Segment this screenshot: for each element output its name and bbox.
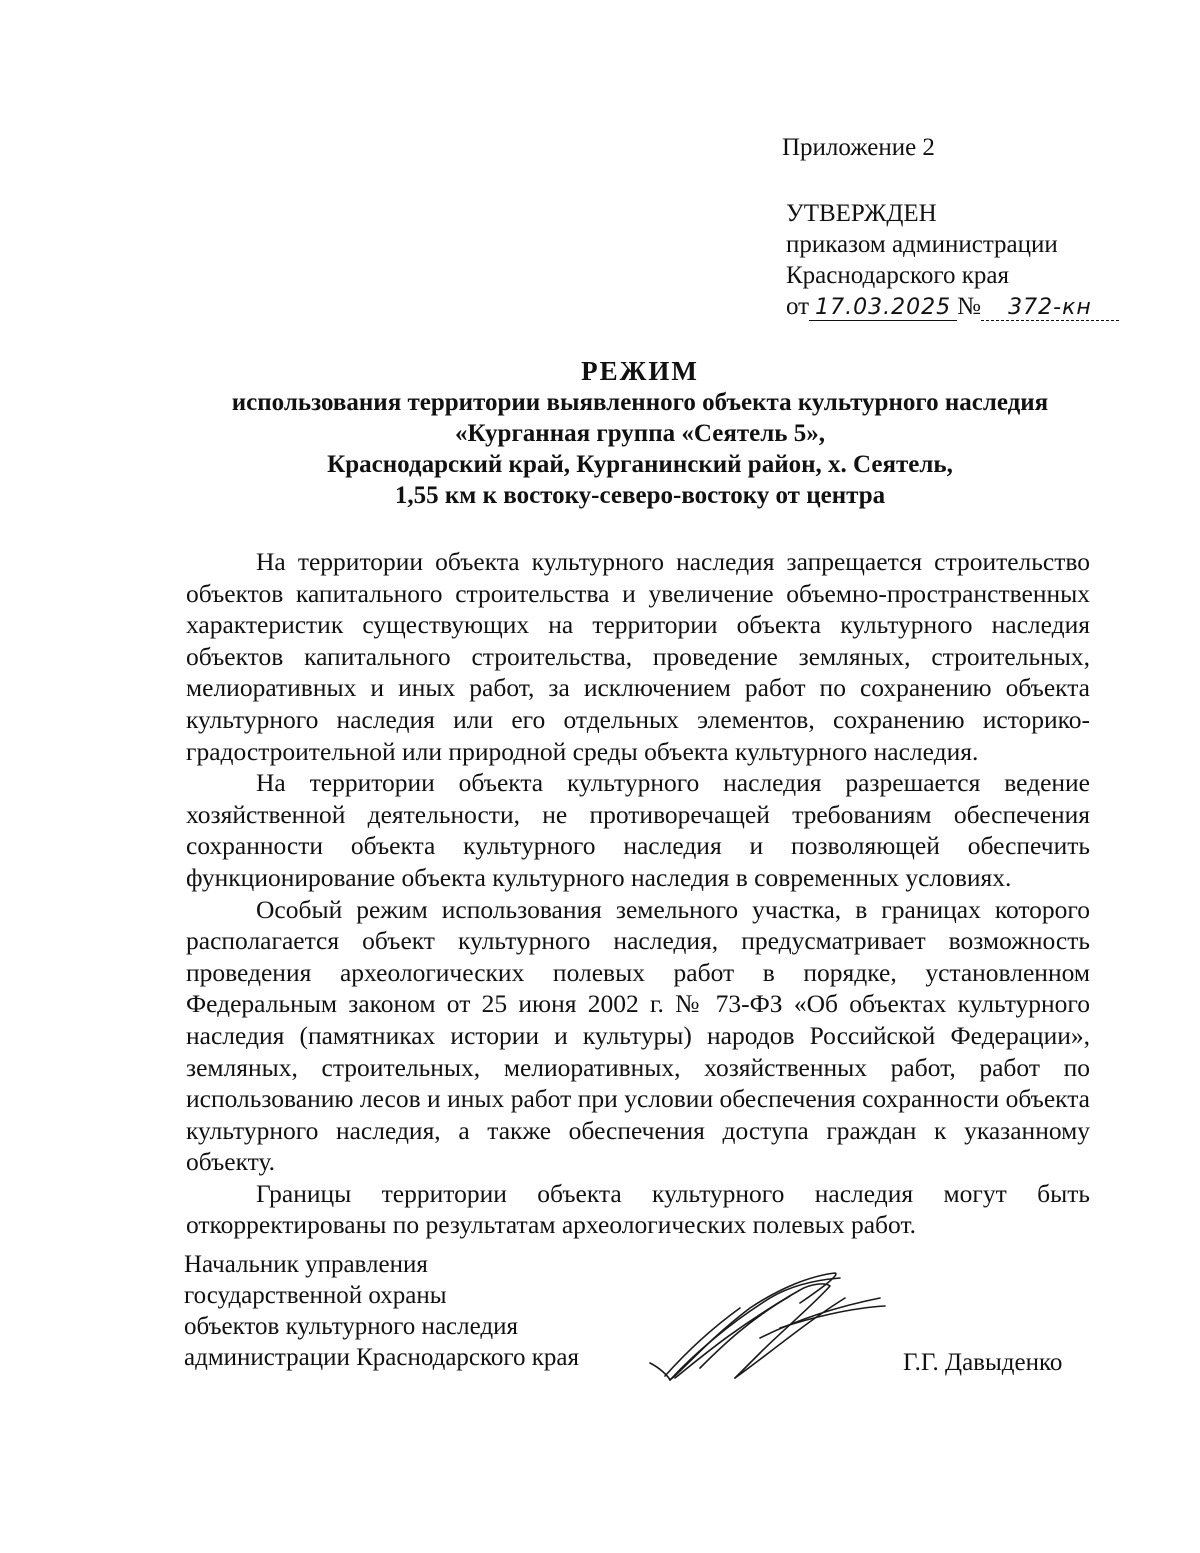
signatory-line-4: администрации Краснодарского края: [184, 1344, 580, 1371]
signatory-position: [184, 1249, 579, 1373]
document-body: [186, 546, 1090, 1241]
approval-date-line: [786, 291, 1119, 322]
approval-line-2: Краснодарского края: [786, 262, 1009, 289]
approval-line-1: приказом администрации: [786, 231, 1058, 258]
date-prefix: от: [786, 293, 810, 320]
signatory-line-2: государственной охраны: [184, 1282, 447, 1309]
signatory-line-1: Начальник управления: [184, 1251, 428, 1278]
number-prefix: №: [957, 293, 981, 320]
signer-name: Г.Г. Давыденко: [903, 1349, 1063, 1376]
appendix-label: Приложение 2: [782, 134, 935, 161]
title-line-2: «Курганная группа «Сеятель 5»,: [455, 420, 825, 447]
paragraph-4: Границы территории объекта культурного наследия могут быть откорректированы по результатам археологических полевых работ.: [186, 1178, 1090, 1240]
handwritten-signature-icon: [640, 1268, 890, 1388]
title-line-4: 1,55 км к востоку-северо-востоку от центра: [394, 482, 886, 509]
approval-title: УТВЕРЖДЕН: [786, 200, 937, 227]
title-main: РЕЖИМ: [581, 356, 699, 386]
title-line-1: использования территории выявленного объекта культурного наследия: [231, 389, 1049, 416]
paragraph-1: На территории объекта культурного наследия запрещается строительство объектов капитального строительства и увеличение объемно-пространственных характеристик существующих на территории объекта культурного наследия объектов капитального строительства, проведение земляных, строительных, мелиоративных и иных работ, за исключением работ по сохранению объекта культурного наследия или его отдельных элементов, сохранению историко-градостроительной или природной среды объекта культурного наследия.: [186, 547, 1090, 766]
approval-block: [786, 198, 1119, 322]
paragraph-3: Особый режим использования земельного участка, в границах которого располагается объект культурного наследия, предусматривает возможность проведения археологических полевых работ в порядке, установленном Федеральным законом от 25 июня 2002 г. № 73-ФЗ «Об объектах культурного наследия (памятниках истории и культуры) народов Российской Федерации», земляных, строительных, мелиоративных, хозяйственных работ, работ по использованию лесов и иных работ при условии обеспечения сохранности объекта культурного наследия, а также обеспечения доступа граждан к указанному объекту.: [186, 894, 1090, 1177]
handwritten-date: 17.03.2025: [809, 296, 957, 321]
handwritten-number: 372-кн: [981, 296, 1119, 321]
document-title: [150, 356, 1130, 511]
title-line-3: Краснодарский край, Курганинский район, х. Сеятель,: [327, 451, 953, 478]
paragraph-2: На территории объекта культурного наследия разрешается ведение хозяйственной деятельности, не противоречащей требованиям обеспечения сохранности объекта культурного наследия и позволяющей обеспечить функционирование объекта культурного наследия в современных условиях.: [186, 768, 1090, 892]
signatory-line-3: объектов культурного наследия: [184, 1313, 518, 1340]
